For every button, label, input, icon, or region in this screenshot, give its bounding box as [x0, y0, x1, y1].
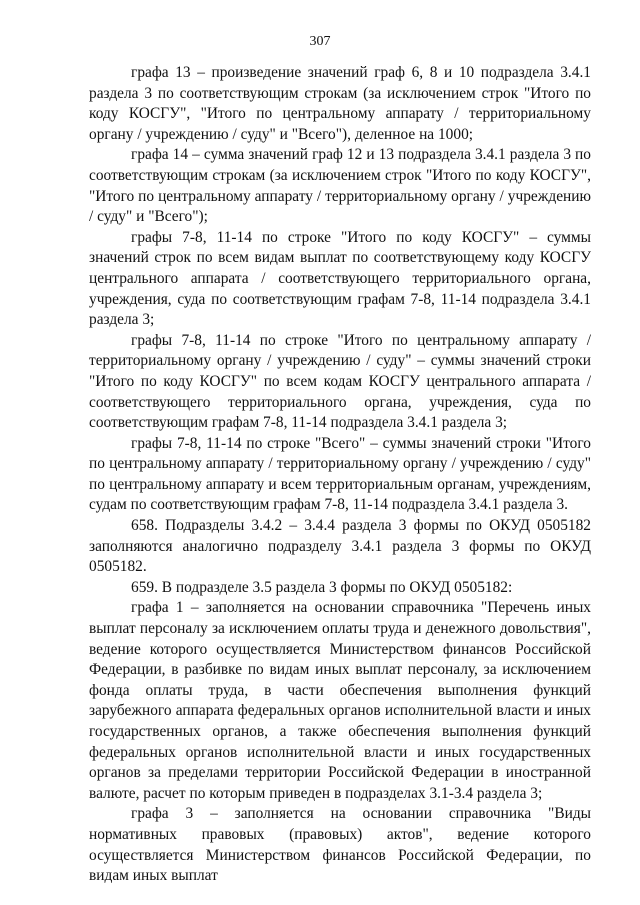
- paragraph-item-658: 658. Подразделы 3.4.2 – 3.4.4 раздела 3 формы по ОКУД 0505182 заполняются аналогично подразделу 3.4.1 раздела 3 формы по ОКУД 0505182.: [89, 517, 591, 576]
- document-body: [89, 63, 591, 887]
- paragraph-grafa-3: графа 3 – заполняется на основании справочника "Виды нормативных правовых (правовых) актов", ведение которого осуществляется Министерством финансов Российской Федерации, по видам иных выплат: [89, 805, 591, 885]
- paragraph-grafa-13: графа 13 – произведение значений граф 6, 8 и 10 подраздела 3.4.1 раздела 3 по соответствующим строкам (за исключением строк "Итого по коду КОСГУ", "Итого по центральному аппарату / территориальному органу / учреждению / суду" и "Всего"), деленное на 1000;: [89, 64, 591, 143]
- paragraph-total-central-office: графы 7-8, 11-14 по строке "Итого по центральному аппарату / территориальному органу / учреждению / суду" – суммы значений строки "Итого по коду КОСГУ" по всем кодам КОСГУ центрального аппарата / соответствующего территориального органа, учреждения, суда по соответствующим графам 7-8, 11-14 подраздела 3.4.1 раздела 3;: [89, 331, 591, 432]
- paragraph-grand-total: графы 7-8, 11-14 по строке "Всего" – суммы значений строки "Итого по центральному аппарату / территориальному органу / учреждению / суду" по центральному аппарату и всем территориальным органам, учреждениям, судам по соответствующим графам 7-8, 11-14 подраздела 3.4.1 раздела 3.: [89, 434, 591, 514]
- paragraph-grafa-14: графа 14 – сумма значений граф 12 и 13 подраздела 3.4.1 раздела 3 по соответствующим строкам (за исключением строк "Итого по коду КОСГУ", "Итого по центральному аппарату / территориальному органу / учреждению / суду" и "Всего");: [89, 146, 591, 226]
- paragraph-total-kosgu: графы 7-8, 11-14 по строке "Итого по коду КОСГУ" – суммы значений строк по всем видам выплат по соответствующему коду КОСГУ центрального аппарата / соответствующего территориального органа, учреждения, суда по соответствующим графам 7-8, 11-14 подраздела 3.4.1 раздела 3;: [89, 228, 591, 329]
- paragraph-grafa-1: графа 1 – заполняется на основании справочника "Перечень иных выплат персоналу за исключением оплаты труда и денежного довольствия", ведение которого осуществляется Министерством финансов Российской Федерации, в разбивке по видам иных выплат персоналу, за исключением фонда оплаты труда, в части обеспечения выполнения функций зарубежного аппарата федеральных органов исполнительной власти и иных государственных органов, а также обеспечения выполнения функций федеральных органов исполнительной власти и иных государственных органов за пределами территории Российской Федерации в иностранной валюте, расчет по которым приведен в подразделах 3.1-3.4 раздела 3;: [89, 599, 591, 802]
- paragraph-item-659: 659. В подразделе 3.5 раздела 3 формы по ОКУД 0505182:: [131, 578, 513, 596]
- page-number: 307: [309, 34, 331, 49]
